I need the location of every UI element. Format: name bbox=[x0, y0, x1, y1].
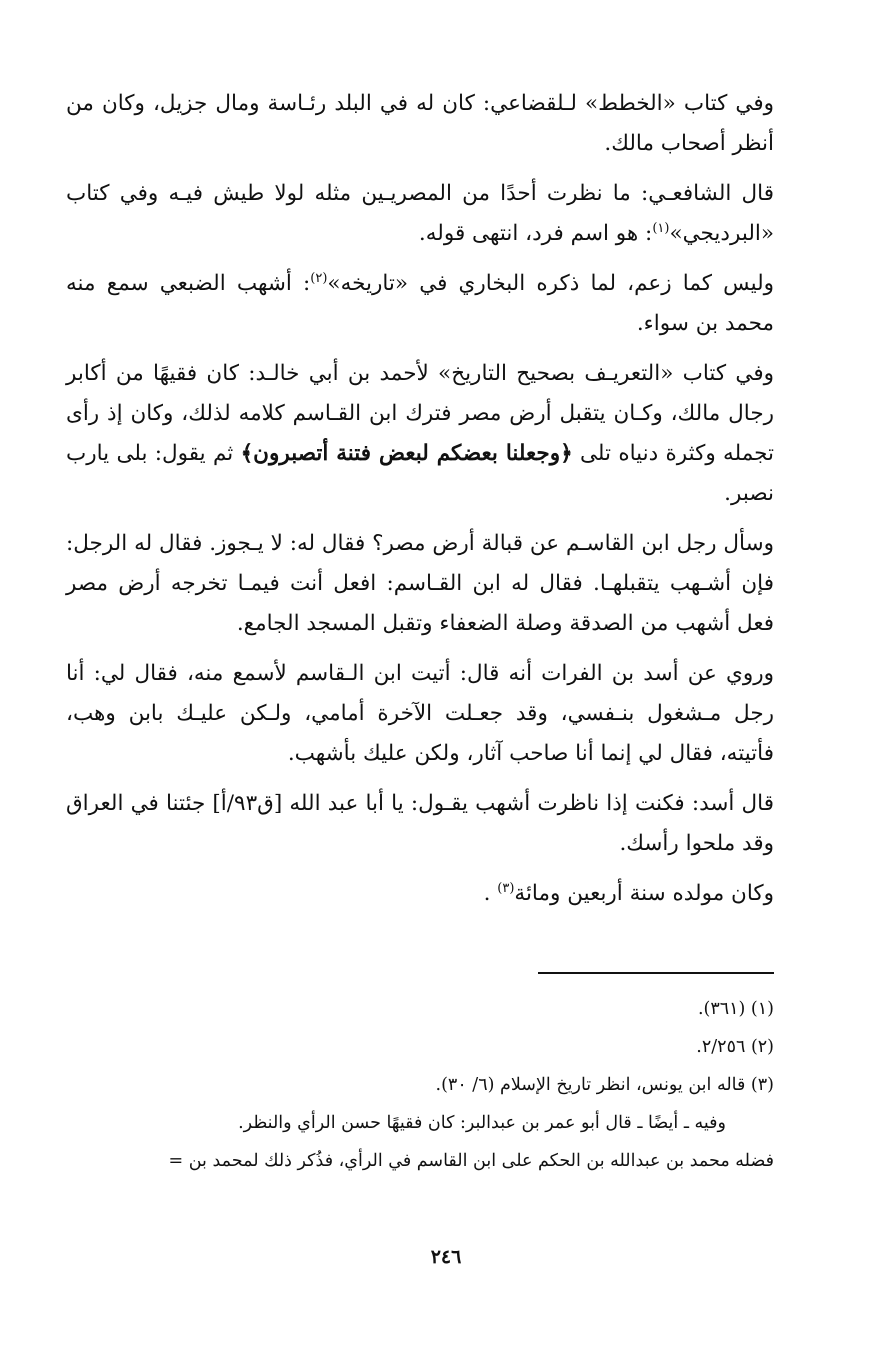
paragraph-4 bbox=[66, 354, 774, 514]
paragraph-8-text-b: . bbox=[483, 881, 498, 906]
paragraph-1-text: وفي كتاب «الخطط» لـلقضاعي: كان له في البلد رئـاسة ومال جزيل، وكان من أنظر أصحاب مالك. bbox=[66, 91, 774, 156]
footnote-1: (١) (٣٦١). bbox=[697, 999, 774, 1019]
main-text bbox=[66, 84, 774, 924]
paragraph-3-text-b: : أشهب الضبعي سمع منه محمد بن سواء. bbox=[66, 271, 774, 336]
footnote-ref-1: (١) bbox=[652, 220, 670, 236]
paragraph-8-text-a: وكان مولده سنة أربعين ومائة bbox=[514, 881, 774, 906]
paragraph-2-text-b: : هو اسم فرد، انتهى قوله. bbox=[418, 221, 653, 246]
footnote-3: (٣) قاله ابن يونس، انظر تاريخ الإسلام (٦/ ٣٠). bbox=[435, 1075, 774, 1095]
paragraph-8 bbox=[66, 874, 774, 914]
footnote-2: (٢) ٢/٢٥٦. bbox=[696, 1037, 774, 1057]
paragraph-4-text-b: ثم يقول: بلى يارب نصبر. bbox=[66, 441, 774, 506]
footnote-3-continuation-2: فضله محمد بن عبدالله بن الحكم على ابن القاسم في الرأي، فذُكر ذلك لمحمد بن = bbox=[168, 1151, 774, 1171]
footnote-ref-2: (٢) bbox=[310, 270, 328, 286]
paragraph-3 bbox=[66, 264, 774, 344]
paragraph-7-text: قال أسد: فكنت إذا ناظرت أشهب يقـول: يا أبا عبد الله [ق٩٣/أ] جئتنا في العراق وقد ملحوا رأسك. bbox=[66, 791, 774, 856]
paragraph-2-text-a: قال الشافعـي: ما نظرت أحدًا من المصريـين مثله لولا طيش فيـه وفي كتاب «البرديجي» bbox=[66, 181, 774, 246]
page-number: ٢٤٦ bbox=[430, 1246, 462, 1268]
paragraph-7 bbox=[66, 784, 774, 864]
paragraph-4-text-a: وفي كتاب «التعريـف بصحيح التاريخ» لأحمد بن أبي خالـد: كان فقيهًا من أكابر رجال مالك، وكـان يتقبل أرض مصر فترك ابن القـاسم كلامه لذلك، وكان إذ رأى تجمله وكثرة دنياه تلى bbox=[66, 361, 774, 466]
paragraph-6-text: وروي عن أسد بن الفرات أنه قال: أتيت ابن الـقاسم لأسمع منه، فقال لي: أنا رجل مـشغول بنـفسي، وقد جعـلت الآخرة أمامي، ولـكن عليـك بابن وهب، فأتيته، فقال لي إنما أنا صاحب آثار، ولكن عليك بأشهب. bbox=[66, 661, 774, 766]
footnote-divider bbox=[538, 972, 774, 974]
quran-verse: ﴿وجعلنا بعضكم لبعض فتنة أتصبرون﴾ bbox=[240, 441, 573, 466]
paragraph-2 bbox=[66, 174, 774, 254]
footnote-ref-3: (٣) bbox=[497, 880, 515, 896]
paragraph-5 bbox=[66, 524, 774, 644]
paragraph-1 bbox=[66, 84, 774, 164]
paragraph-3-text-a: وليس كما زعم، لما ذكره البخاري في «تاريخه» bbox=[327, 271, 774, 296]
footnotes bbox=[28, 990, 774, 1180]
paragraph-5-text: وسأل رجل ابن القاسـم عن قبالة أرض مصر؟ فقال له: لا يـجوز. فقال له الرجل: فإن أشـهب يتقبلهـا. فقال له ابن القـاسم: افعل أنت فيمـا تخرجه أرض مصر فعل أشهب من الصدقة وصلة الضعفاء وتقبل المسجد الجامع. bbox=[66, 531, 774, 636]
footnote-3-continuation-1: وفيه ـ أيضًا ـ قال أبو عمر بن عبدالبر: كان فقيهًا حسن الرأي والنظر. bbox=[238, 1113, 726, 1133]
paragraph-6 bbox=[66, 654, 774, 774]
